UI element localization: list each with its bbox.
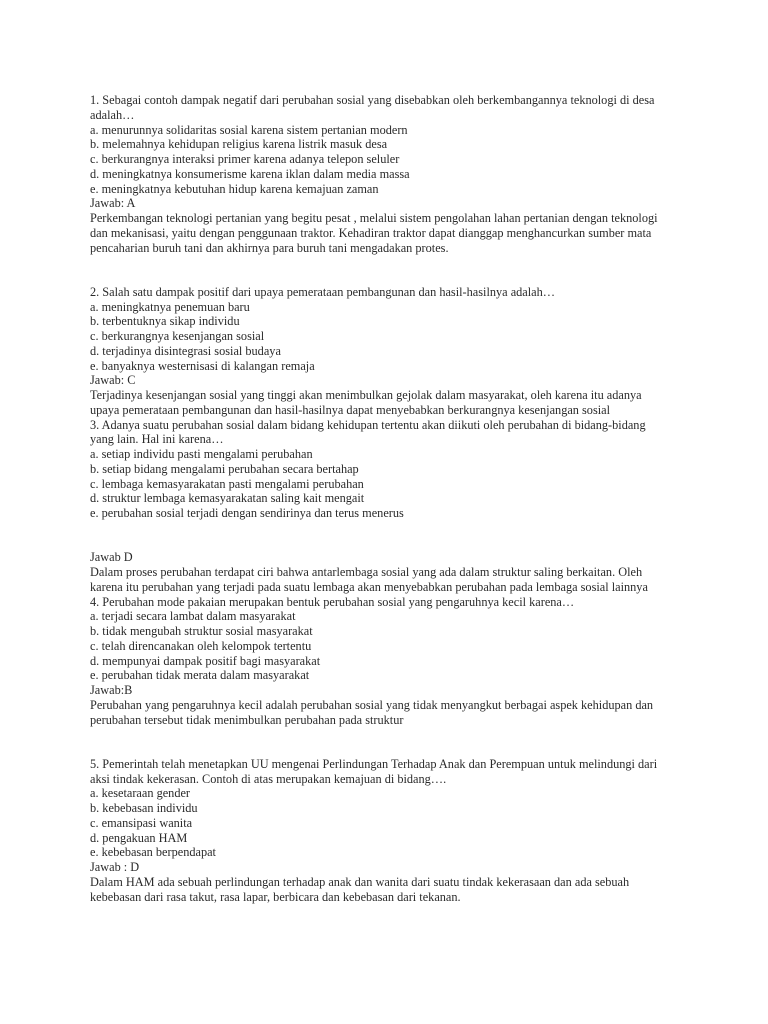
explanation: upaya pemerataan pembangunan dan hasil-hasilnya dapat menyebabkan berkurangnya kesenjangan sosial	[90, 402, 611, 417]
spacer	[90, 727, 690, 742]
option-e: e. perubahan sosial terjadi dengan sendirinya dan terus menerus	[90, 506, 404, 520]
option-a: a. setiap individu pasti mengalami perubahan	[90, 447, 313, 461]
option-c: c. berkurangnya interaksi primer karena adanya telepon seluler	[90, 152, 400, 166]
option-d: d. terjadinya disintegrasi sosial budaya	[90, 343, 281, 358]
question-5	[90, 757, 690, 905]
option-d: d. struktur lembaga kemasyarakatan saling kait mengait	[90, 491, 365, 506]
question-text: adalah…	[90, 107, 135, 122]
question-4	[90, 595, 690, 728]
answer: Jawab : D	[90, 860, 140, 874]
answer: Jawab D	[90, 550, 133, 565]
question-3-answer	[90, 550, 690, 594]
answer: Jawab:B	[90, 683, 133, 697]
option-d: d. pengakuan HAM	[90, 830, 188, 845]
option-c: c. emansipasi wanita	[90, 815, 193, 830]
explanation: Dalam proses perubahan terdapat ciri bahwa antarlembaga sosial yang ada dalam struktur saling berkaitan. Oleh	[90, 565, 643, 579]
question-text: 5. Pemerintah telah menetapkan UU mengenai Perlindungan Terhadap Anak dan Perempuan untuk melindungi dari	[90, 756, 658, 771]
explanation: Dalam HAM ada sebuah perlindungan terhadap anak dan wanita dari suatu tindak kekerasaan dan ada sebuah	[90, 874, 630, 889]
question-text: aksi tindak kekerasan. Contoh di atas merupakan kemajuan di bidang….	[90, 771, 447, 786]
answer: Jawab: A	[90, 196, 136, 211]
spacer	[90, 270, 690, 285]
option-b: b. melemahnya kehidupan religius karena listrik masuk desa	[90, 137, 388, 152]
spacer	[90, 742, 690, 757]
option-c: c. berkurangnya kesenjangan sosial	[90, 329, 265, 343]
option-d: d. meningkatnya konsumerisme karena iklan dalam media massa	[90, 166, 410, 181]
document-page	[90, 93, 690, 904]
question-text: 2. Salah satu dampak positif dari upaya pemerataan pembangunan dan hasil-hasilnya adalah…	[90, 284, 556, 299]
question-text: 3. Adanya suatu perubahan sosial dalam bidang kehidupan tertentu akan diikuti oleh perubahan di bidang-bidang	[90, 417, 646, 432]
question-2	[90, 285, 690, 418]
explanation: kebebasan dari rasa takut, rasa lapar, berbicara dan kebebasan dari tekanan.	[90, 889, 461, 904]
option-d: d. mempunyai dampak positif bagi masyarakat	[90, 653, 321, 668]
question-1	[90, 93, 690, 255]
option-e: e. banyaknya westernisasi di kalangan remaja	[90, 358, 315, 373]
option-c: c. telah direncanakan oleh kelompok tertentu	[90, 638, 312, 653]
question-text: 1. Sebagai contoh dampak negatif dari perubahan sosial yang disebabkan oleh berkembangannya teknologi di desa	[90, 93, 655, 107]
spacer	[90, 255, 690, 270]
option-b: b. setiap bidang mengalami perubahan secara bertahap	[90, 461, 359, 476]
question-3	[90, 418, 690, 521]
option-a: a. menurunnya solidaritas sosial karena sistem pertanian modern	[90, 122, 408, 137]
explanation: Terjadinya kesenjangan sosial yang tinggi akan menimbulkan gejolak dalam masyarakat, oleh karena itu adanya	[90, 388, 642, 402]
question-text: 4. Perubahan mode pakaian merupakan bentuk perubahan sosial yang pengaruhnya kecil karena…	[90, 594, 575, 609]
option-b: b. tidak mengubah struktur sosial masyarakat	[90, 624, 313, 638]
option-e: e. perubahan tidak merata dalam masyarakat	[90, 668, 310, 683]
option-b: b. terbentuknya sikap individu	[90, 314, 240, 329]
explanation: Perubahan yang pengaruhnya kecil adalah perubahan sosial yang tidak menyangkut berbagai aspek kehidupan dan	[90, 697, 654, 712]
option-a: a. terjadi secara lambat dalam masyarakat	[90, 609, 296, 624]
spacer	[90, 521, 690, 536]
option-c: c. lembaga kemasyarakatan pasti mengalami perubahan	[90, 476, 364, 491]
explanation: pencaharian buruh tani dan akhirnya para buruh tani mengadakan protes.	[90, 240, 449, 255]
option-a: a. meningkatnya penemuan baru	[90, 299, 250, 314]
spacer	[90, 536, 690, 551]
option-e: e. kebebasan berpendapat	[90, 845, 216, 860]
option-b: b. kebebasan individu	[90, 801, 198, 815]
question-text: yang lain. Hal ini karena…	[90, 432, 224, 447]
explanation: dan mekanisasi, yaitu dengan penggunaan traktor. Kehadiran traktor dapat dianggap menghancurkan sumber mata	[90, 225, 652, 240]
option-e: e. meningkatnya kebutuhan hidup karena kemajuan zaman	[90, 181, 379, 196]
explanation: perubahan tersebut tidak menimbulkan perubahan pada struktur	[90, 712, 404, 727]
option-a: a. kesetaraan gender	[90, 786, 191, 801]
explanation: Perkembangan teknologi pertanian yang begitu pesat , melalui sistem pengolahan lahan pertanian dengan teknologi	[90, 211, 658, 225]
explanation: karena itu perubahan yang terjadi pada suatu lembaga akan menyebabkan perubahan pada lembaga sosial lainnya	[90, 579, 648, 594]
answer: Jawab: C	[90, 373, 136, 388]
